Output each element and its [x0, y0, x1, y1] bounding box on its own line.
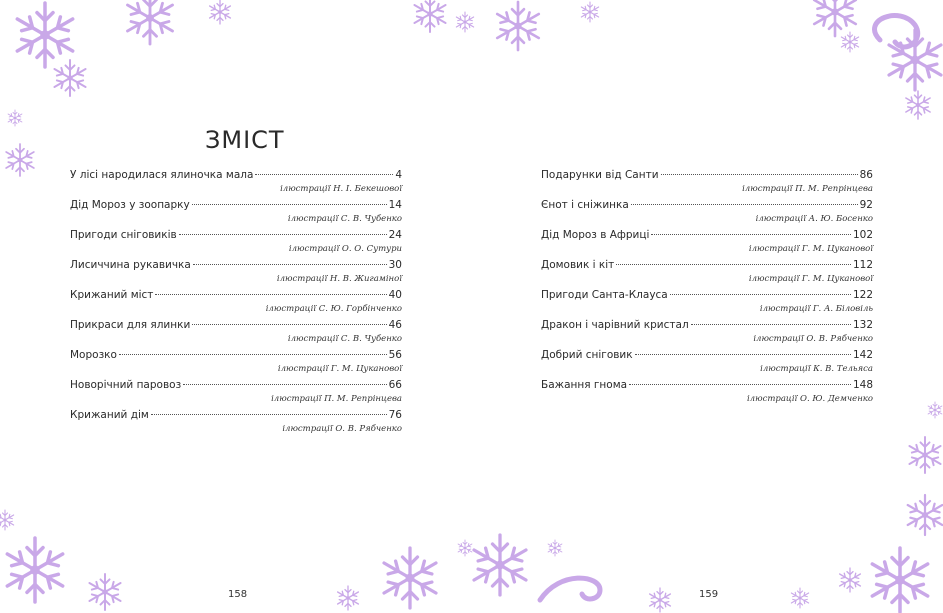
dot-leader — [192, 323, 386, 325]
toc-entry — [70, 408, 402, 438]
illustrator-credit: ілюстрації С. В. Чубенко — [287, 214, 402, 224]
dot-leader — [179, 233, 387, 235]
snowflake-icon — [456, 12, 473, 32]
illustrator-credit: ілюстрації Н. В. Жигаміної — [276, 274, 402, 284]
toc-entry-line — [70, 378, 402, 393]
snowflake-icon — [791, 588, 808, 608]
story-title: Прикраси для ялинки — [70, 319, 191, 331]
snowflake-icon — [17, 3, 72, 67]
snowflake-icon — [908, 495, 943, 535]
page-number: 14 — [388, 199, 402, 211]
illustrator-credit: ілюстрації Г. А. Біловіль — [759, 304, 873, 314]
story-title: Дід Мороз у зоопарку — [70, 199, 190, 211]
toc-entry-line — [70, 258, 402, 273]
page-number: 30 — [388, 259, 402, 271]
snowflake-icon — [384, 548, 436, 608]
snowflake-icon — [0, 510, 14, 530]
page-number: 148 — [852, 379, 873, 391]
toc-entry-line — [70, 318, 402, 333]
page-number: 24 — [388, 229, 402, 241]
snowflake-icon — [8, 110, 22, 126]
page-number: 46 — [388, 319, 402, 331]
toc-entry — [541, 318, 873, 348]
story-title: Пригоди Санта-Клауса — [541, 289, 668, 301]
page-number: 56 — [388, 349, 402, 361]
swirl-ornament — [875, 16, 918, 47]
toc-entry — [541, 198, 873, 228]
toc-entry-line — [70, 348, 402, 363]
story-title: Дід Мороз в Африці — [541, 229, 650, 241]
snowflake-icon — [814, 0, 856, 36]
illustrator-credit: ілюстрації А. Ю. Босенко — [755, 214, 873, 224]
toc-entry-line — [70, 168, 402, 183]
story-title: Новорічний паровоз — [70, 379, 182, 391]
toc-entry — [70, 258, 402, 288]
snowflake-icon — [497, 2, 539, 50]
page-number: 132 — [852, 319, 873, 331]
illustrator-credit: ілюстрації К. В. Тельяса — [760, 364, 873, 374]
snowflake-icon — [872, 548, 927, 612]
page-number: 122 — [852, 289, 873, 301]
illustrator-credit: ілюстрації Г. М. Цуканової — [748, 274, 873, 284]
snowflake-icon — [338, 586, 359, 610]
snowflake-icon — [89, 574, 120, 610]
dot-leader — [670, 293, 851, 295]
snowflake-icon — [6, 144, 34, 176]
illustrator-credit: ілюстрації Г. М. Цуканової — [277, 364, 402, 374]
story-title: Лисиччина рукавичка — [70, 259, 191, 271]
illustrator-credit: ілюстрації Н. І. Бекешової — [280, 184, 402, 194]
toc-entry — [70, 198, 402, 228]
contents-heading: ЗМІСТ — [205, 126, 285, 154]
snowflake-icon — [54, 60, 85, 96]
snowflake-icon — [581, 2, 598, 22]
story-title: У лісі народилася ялиночка мала — [70, 169, 254, 181]
dot-leader — [616, 263, 851, 265]
toc-entry — [70, 168, 402, 198]
toc-entry — [70, 318, 402, 348]
toc-entry — [70, 378, 402, 408]
toc-entry — [541, 378, 873, 408]
page-number: 142 — [852, 349, 873, 361]
story-title: Домовик і кіт — [541, 259, 615, 271]
illustrator-credit: ілюстрації Г. М. Цуканової — [748, 244, 873, 254]
toc-entry-line — [541, 318, 873, 333]
snowflake-icon — [650, 588, 671, 612]
dot-leader — [635, 353, 851, 355]
toc-entry — [70, 228, 402, 258]
dot-leader — [629, 383, 851, 385]
illustrator-credit: ілюстрації П. М. Репрінцева — [271, 394, 402, 404]
snowflake-icon — [414, 0, 445, 32]
dot-leader — [155, 293, 386, 295]
story-title: Крижаний міст — [70, 289, 154, 301]
illustrator-credit: ілюстрації С. Ю. Горбінченко — [265, 304, 402, 314]
story-title: Морозко — [70, 349, 117, 361]
toc-entry-line — [70, 198, 402, 213]
dot-leader — [151, 413, 387, 415]
toc-left-column — [70, 168, 402, 438]
dot-leader — [691, 323, 851, 325]
snowflake-icon — [841, 32, 858, 52]
illustrator-credit: ілюстрації П. М. Репрінцева — [742, 184, 873, 194]
snowflake-icon — [909, 437, 940, 473]
story-title: Подарунки від Санти — [541, 169, 659, 181]
toc-entry — [70, 288, 402, 318]
toc-entry-line — [541, 228, 873, 243]
toc-entry-line — [541, 288, 873, 303]
toc-entry — [541, 228, 873, 258]
toc-entry-line — [541, 378, 873, 393]
dot-leader — [119, 353, 387, 355]
dot-leader — [255, 173, 393, 175]
illustrator-credit: ілюстрації О. В. Рябченко — [282, 424, 402, 434]
snowflake-icon — [928, 402, 942, 418]
toc-entry-line — [541, 198, 873, 213]
dot-leader — [651, 233, 851, 235]
swirl-ornament — [540, 578, 600, 600]
story-title: Єнот і сніжинка — [541, 199, 629, 211]
dot-leader — [631, 203, 858, 205]
story-title: Пригоди сніговиків — [70, 229, 177, 241]
dot-leader — [193, 263, 387, 265]
page-number: 40 — [388, 289, 402, 301]
page-number: 66 — [388, 379, 402, 391]
snowflake-icon — [906, 91, 930, 119]
illustrator-credit: ілюстрації О. Ю. Демченко — [746, 394, 873, 404]
toc-entry-line — [70, 288, 402, 303]
story-title: Добрий сніговик — [541, 349, 633, 361]
snowflake-icon — [840, 568, 861, 592]
dot-leader — [661, 173, 858, 175]
story-title: Крижаний дім — [70, 409, 149, 421]
illustrator-credit: ілюстрації С. В. Чубенко — [287, 334, 402, 344]
toc-right-column — [541, 168, 873, 408]
snowflake-icon — [889, 30, 941, 90]
toc-entry — [541, 288, 873, 318]
toc-entry — [541, 168, 873, 198]
toc-entry-line — [70, 408, 402, 423]
toc-entry-line — [541, 258, 873, 273]
dot-leader — [192, 203, 387, 205]
page-number: 86 — [859, 169, 873, 181]
illustrator-credit: ілюстрації О. В. Рябченко — [753, 334, 873, 344]
snowflake-icon — [458, 540, 472, 556]
page-number: 76 — [388, 409, 402, 421]
snowflake-icon — [210, 0, 231, 24]
page-number: 102 — [852, 229, 873, 241]
story-title: Дракон і чарівний кристал — [541, 319, 689, 331]
page-number: 4 — [395, 169, 402, 181]
toc-entry-line — [70, 228, 402, 243]
page-number-right: 159 — [699, 589, 719, 600]
snowflake-icon — [548, 540, 562, 556]
snowflake-icon — [7, 538, 62, 602]
illustrator-credit: ілюстрації О. О. Сутури — [288, 244, 402, 254]
toc-entry — [541, 258, 873, 288]
page-number-left: 158 — [228, 589, 248, 600]
story-title: Бажання гнома — [541, 379, 628, 391]
page-number: 92 — [859, 199, 873, 211]
page-number: 112 — [852, 259, 873, 271]
toc-entry — [541, 348, 873, 378]
snowflake-icon — [474, 535, 526, 595]
snowflake-icon — [128, 0, 173, 44]
toc-entry-line — [541, 168, 873, 183]
toc-entry-line — [541, 348, 873, 363]
toc-entry — [70, 348, 402, 378]
dot-leader — [183, 383, 386, 385]
